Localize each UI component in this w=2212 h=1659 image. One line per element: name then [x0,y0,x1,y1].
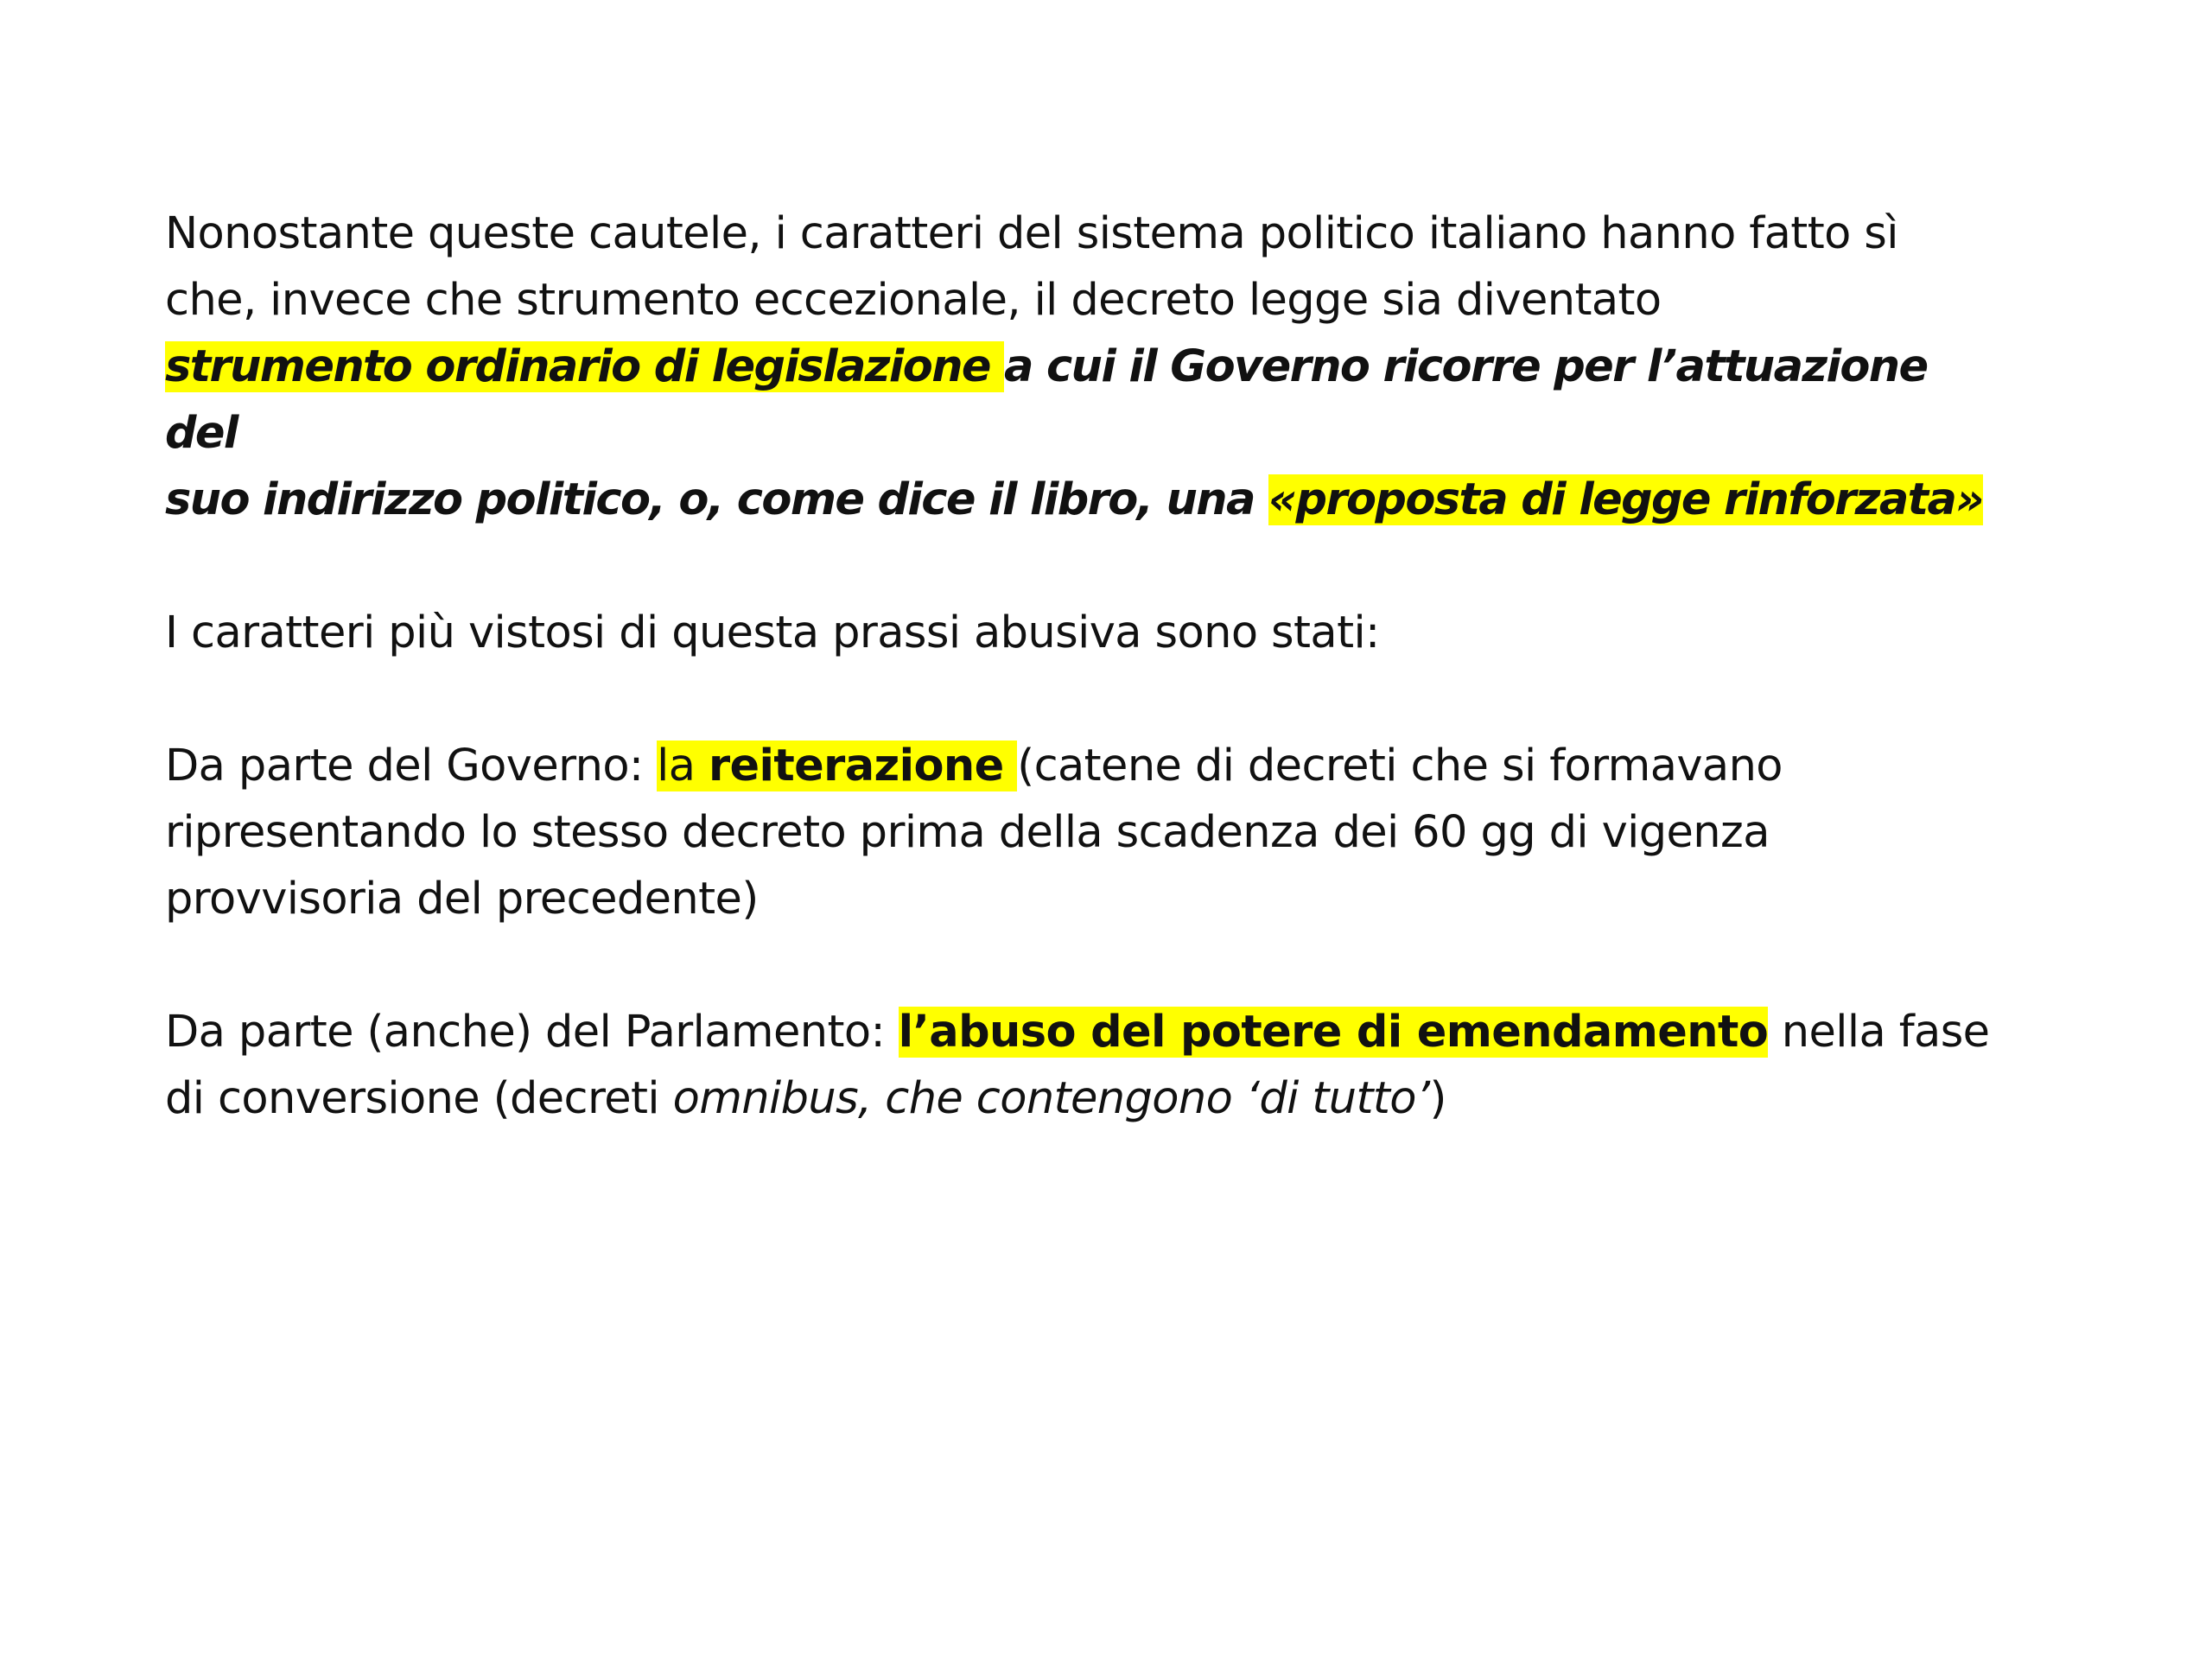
text-line: ripresentando lo stesso decreto prima della scadenza dei 60 gg di vigenza [165,807,1770,858]
slide-body [165,200,1997,1132]
text-emphasis: suo indirizzo politico, o, come dice il libro, una [165,474,1268,525]
highlight-trailing [1004,741,1018,791]
text-line: nella fase [1768,1007,1990,1058]
highlight-text: la [657,741,709,791]
text-line: ) [1429,1073,1446,1124]
highlight-text-bold: reiterazione [708,741,1004,791]
paragraph-parlamento [165,999,1997,1132]
paragraph-governo [165,733,1997,932]
paragraph-decreto-legge [165,200,1997,533]
spacer [165,666,1997,733]
text-emphasis: a cui il Governo ricorre per l’attuazione del [165,341,1928,459]
spacer [165,932,1997,999]
text-line: (catene di decreti che si formavano [1017,741,1783,791]
text-line: provvisoria del precedente) [165,874,759,925]
paragraph-caratteri [165,600,1997,666]
spacer [165,533,1997,600]
text-italic: omnibus, che contengono ‘di tutto’ [672,1073,1430,1124]
highlight-abuso-emendamento: l’abuso del potere di emendamento [898,1007,1769,1058]
highlight-reiterazione [657,741,1017,791]
text-line: che, invece che strumento eccezionale, il decreto legge sia diventato [165,275,1662,326]
highlight-proposta-legge: «proposta di legge rinforzata» [1268,474,1983,525]
text-line: Nonostante queste cautele, i caratteri del sistema politico italiano hanno fatto sì [165,208,1898,259]
text-line: di conversione (decreti [165,1073,673,1124]
text-prefix: Da parte (anche) del Parlamento: [165,1007,899,1058]
highlight-strumento-ordinario: strumento ordinario di legislazione [165,341,1005,392]
text-prefix: Da parte del Governo: [165,741,658,791]
text-line: I caratteri più vistosi di questa prassi abusiva sono stati: [165,607,1380,658]
